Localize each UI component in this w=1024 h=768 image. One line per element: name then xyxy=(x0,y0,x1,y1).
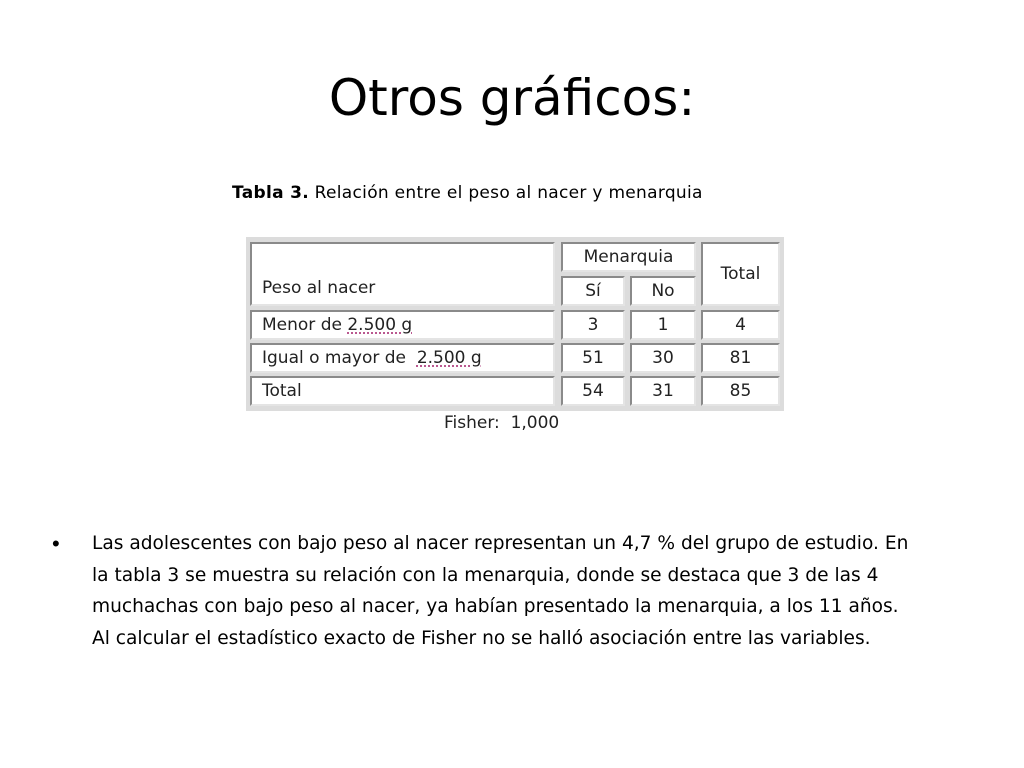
cell-no: 1 xyxy=(630,310,696,340)
header-row-label: Peso al nacer xyxy=(250,242,555,306)
cell-si: 3 xyxy=(561,310,625,340)
slide-title: Otros gráficos: xyxy=(328,69,696,127)
row-label xyxy=(250,376,555,406)
cell-total: 85 xyxy=(701,376,780,406)
cell-si: 54 xyxy=(561,376,625,406)
table-caption-label: Tabla 3. xyxy=(232,183,309,203)
bullet-item xyxy=(52,528,932,654)
row-label-value: 2.500 g xyxy=(416,348,482,368)
cell-total: 4 xyxy=(701,310,780,340)
bullet-marker: • xyxy=(52,531,60,556)
row-label xyxy=(250,310,555,340)
cell-total: 81 xyxy=(701,343,780,373)
cell-no: 31 xyxy=(630,376,696,406)
row-label-prefix: Igual o mayor de xyxy=(262,348,417,368)
table-caption xyxy=(232,183,703,203)
row-label xyxy=(250,343,555,373)
cell-si: 51 xyxy=(561,343,625,373)
header-col-no: No xyxy=(630,276,696,306)
row-label-prefix: Menor de xyxy=(262,315,348,335)
bullet-text: Las adolescentes con bajo peso al nacer representan un 4,7 % del grupo de estudio. En la tabla 3 se muestra su relación con la menarquia, donde se destaca que 3 de las 4 muchachas con bajo peso al nacer, ya habían presentado la menarquia, a los 11 años. Al calcular el estadístico exacto de Fisher no se halló asociación entre las variables. xyxy=(92,533,909,649)
row-label-value: 2.500 g xyxy=(347,315,413,335)
header-col-si: Sí xyxy=(561,276,625,306)
data-table xyxy=(246,237,784,411)
table-footnote: Fisher: 1,000 xyxy=(444,413,560,433)
header-group-menarquia: Menarquia xyxy=(561,242,696,272)
header-col-total: Total xyxy=(701,242,780,306)
row-label-prefix: Total xyxy=(262,381,302,401)
cell-no: 30 xyxy=(630,343,696,373)
table-caption-text: Relación entre el peso al nacer y menarquia xyxy=(314,183,703,203)
